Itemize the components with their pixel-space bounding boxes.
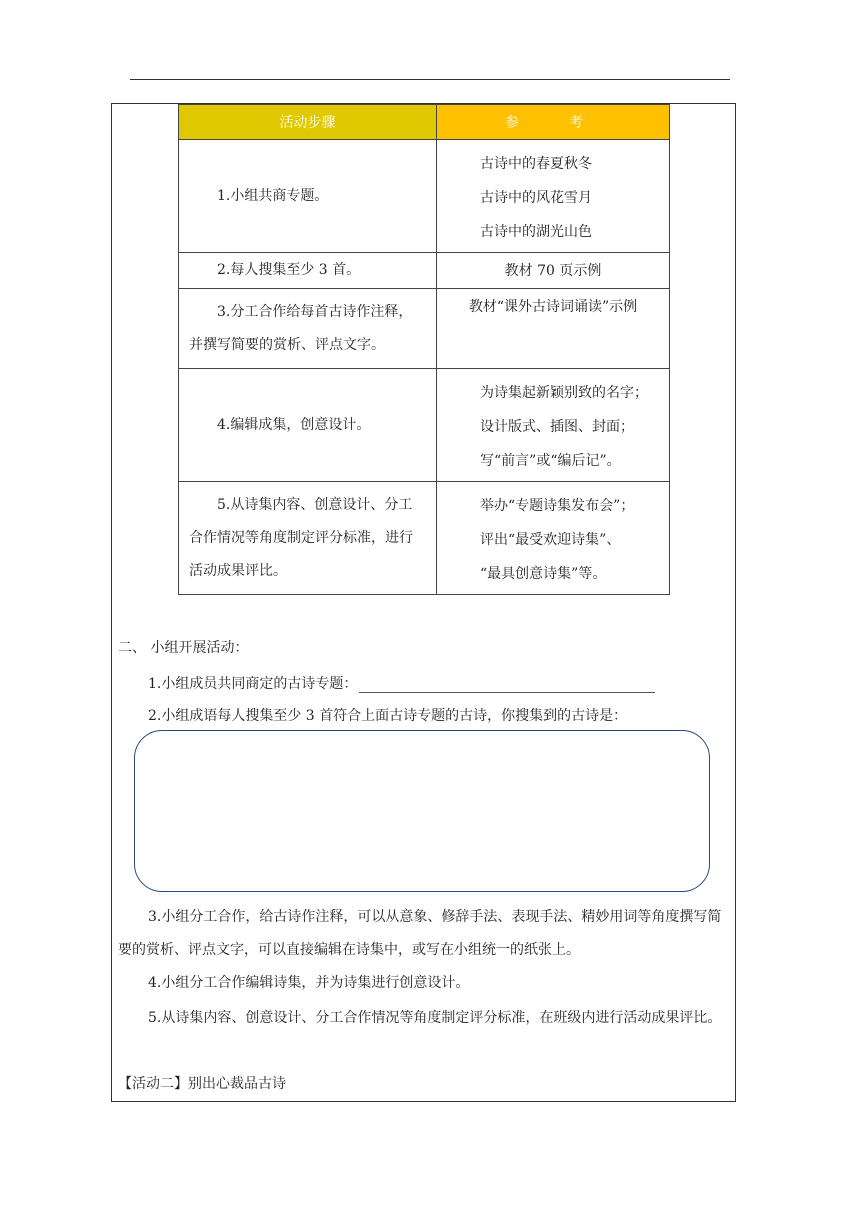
ref-line: 写“前言”或“编后记”。: [480, 453, 621, 469]
table-row: [179, 369, 670, 482]
ref-line: 教材“课外古诗词诵读”示例: [468, 299, 638, 315]
table-row: [179, 253, 670, 289]
table-row: [179, 140, 670, 253]
activity-two-heading: 【活动二】别出心裁品古诗: [118, 1076, 286, 1092]
topic-label: 1.小组成员共同商定的古诗专题：: [148, 676, 358, 692]
table-row: [179, 289, 670, 369]
collect-instruction: 2.小组成语每人搜集至少 3 首符合上面古诗专题的古诗，你搜集到的古诗是：: [148, 708, 628, 724]
ref-line: 古诗中的湖光山色: [480, 224, 592, 240]
step-text: 5.从诗集内容、创意设计、分工合作情况等角度制定评分标准，进行活动成果评比。: [189, 496, 413, 579]
evaluation-instruction: 5.从诗集内容、创意设计、分工合作情况等角度制定评分标准，在班级内进行活动成果评比。: [148, 1010, 722, 1026]
ref-line: “最具创意诗集”等。: [480, 566, 607, 582]
step-text: 2.每人搜集至少 3 首。: [217, 262, 361, 278]
ref-line: 古诗中的春夏秋冬: [480, 156, 592, 172]
section-title: 二、 小组开展活动：: [118, 640, 249, 656]
header-steps: 活动步骤: [179, 105, 437, 140]
ref-line: 举办“专题诗集发布会”；: [480, 498, 635, 514]
step-text: 4.编辑成集，创意设计。: [217, 416, 371, 433]
ref-line: 古诗中的风花雪月: [480, 190, 592, 206]
topic-line: [148, 673, 655, 693]
activity-steps-table: [178, 104, 670, 595]
annotation-instruction: 3.小组分工合作，给古诗作注释，可以从意象、修辞手法、表现手法、精妙用词等角度撰写简要的赏析、评点文字，可以直接编辑在诗集中，或写在小组统一的纸张上。: [118, 909, 722, 958]
step-text: 3.分工合作给每首古诗作注释，并撰写简要的赏析、评点文字。: [189, 303, 413, 353]
topic-blank[interactable]: [359, 678, 655, 693]
edit-instruction: 4.小组分工合作编辑诗集，并为诗集进行创意设计。: [148, 975, 470, 991]
ref-line: 评出“最受欢迎诗集”、: [480, 532, 621, 548]
ref-line: 教材 70 页示例: [504, 262, 602, 279]
step-text: 1.小组共商专题。: [217, 187, 329, 204]
header-rule: [130, 79, 730, 80]
poem-answer-box[interactable]: [134, 730, 710, 892]
header-reference: 参 考: [437, 105, 670, 140]
ref-line: 为诗集起新颖别致的名字；: [480, 385, 648, 401]
table-row: [179, 482, 670, 595]
ref-line: 设计版式、插图、封面；: [480, 419, 634, 435]
table-header-row: [179, 105, 670, 140]
